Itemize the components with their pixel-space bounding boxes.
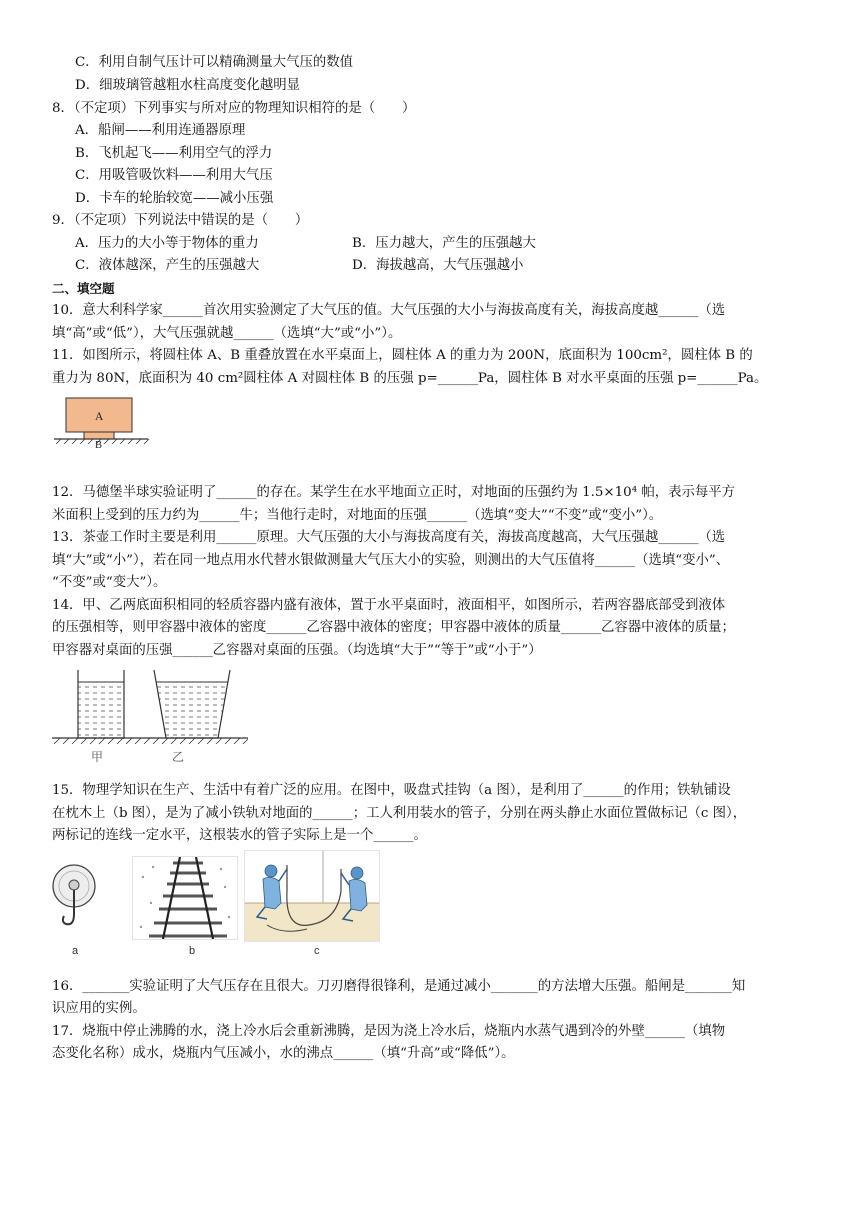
containers-figure [52,666,252,746]
workers-photo [244,850,380,942]
q15-line-3: 两标记的连线一定水平，这根装水的管子实际上是一个______。 [52,828,427,843]
q14-line-1: 14．甲、乙两底面积相同的轻质容器内盛有液体，置于水平桌面时，液面相平，如图所示，若两容器底部受到液体 [52,598,726,613]
q11-line-2: 重力为 80N，底面积为 40 cm²圆柱体 A 对圆柱体 B 的压强 p=______Pa，圆柱体 B 对水平桌面的压强 p=______Pa。 [52,371,768,386]
suction-hook-icon [50,864,102,934]
block-b-label: B [95,440,103,451]
q9-option-b: B．压力越大，产生的压强越大 [352,236,536,251]
q16-line-1: 16．_______实验证明了大气压存在且很大。刀刃磨得很锋利，是通过减小_______的方法增大压强。船闸是_______知 [52,979,746,994]
liquid-jia [78,682,124,738]
label-yi: 乙 [172,750,185,764]
q13-line-1: 13．茶壶工作时主要是利用______原理。大气压强的大小与海拔高度有关，海拔高度越高，大气压强越______（选 [52,530,726,545]
caption-b: b [189,945,196,957]
sleepers [149,863,227,936]
q17-line-1: 17．烧瓶中停止沸腾的水，浇上冷水后会重新沸腾，是因为浇上冷水后，烧瓶内水蒸气遇到冷的外壁______（填物 [52,1024,726,1039]
q9-option-c: C．液体越深，产生的压强越大 [75,258,260,273]
railway-photo [132,856,238,940]
q10-line-1: 10．意大利科学家______首次用实验测定了大气压的值。大气压强的大小与海拔高度有关，海拔高度越______（选 [52,303,726,318]
section-heading: 二、填空题 [52,281,115,296]
q7-option-c: C．利用自制气压计可以精确测量大气压的数值 [75,55,354,70]
caption-c: c [314,945,320,957]
q12-line-2: 米面积上受到的压力约为______牛；当他行走时，对地面的压强______（选填“变大”“不变”或“变小”）。 [52,508,663,523]
q13-line-3: “不变”或“变大”）。 [52,575,167,590]
workers-level-illustration [245,851,379,941]
q17-line-2: 态变化名称）成水，烧瓶内气压减小，水的沸点______（填“升高”或“降低”）。 [52,1046,515,1061]
q10-line-2: 填“高”或“低”），大气压强就越______（选填“大”或“小”）。 [52,326,402,341]
q8-option-c: C．用吸管吸饮料——利用大气压 [75,168,273,183]
q7-option-d: D．细玻璃管越粗水柱高度变化越明显 [75,78,300,93]
caption-a: a [72,945,79,957]
q9-stem: 9．（不定项）下列说法中错误的是（ ） [52,213,309,228]
q11-line-1: 11．如图所示，将圆柱体 A、B 重叠放置在水平桌面上，圆柱体 A 的重力为 200N，底面积为 100cm²，圆柱体 B 的 [52,348,753,363]
q8-stem: 8．（不定项）下列事实与所对应的物理知识相符的是（ ） [52,101,416,116]
q8-option-d: D．卡车的轮胎较宽——减小压强 [75,191,274,206]
q15-line-1: 15．物理学知识在生产、生活中有着广泛的应用。在图中，吸盘式挂钩（a 图），是利用了______的作用；铁轨铺设 [52,783,731,798]
label-jia: 甲 [91,750,104,764]
q15-line-2: 在枕木上（b 图），是为了减小铁轨对地面的______；工人利用装水的管子，分别在两头静止水面位置做标记（c 图）， [52,806,747,821]
q13-line-2: 填“大”或“小”），若在同一地点用水代替水银做测量大气压大小的实验，则测出的大气压值将______（选填“变小”、 [52,553,730,568]
railway-track-icon [133,857,237,939]
table-hatch [56,439,149,444]
q8-option-a: A．船闸——利用连通器原理 [75,123,246,138]
block-b [84,432,114,439]
table-hatch [54,738,248,744]
q14-line-3: 甲容器对桌面的压强______乙容器对桌面的压强。（均选填“大于”“等于”或“小于”） [52,643,542,658]
q16-line-2: 识应用的实例。 [52,1001,146,1016]
q14-line-2: 的压强相等，则甲容器中液体的密度______乙容器中液体的密度；甲容器中液体的质量______乙容器中液体的质量； [52,620,735,635]
q8-option-b: B．飞机起飞——利用空气的浮力 [75,146,273,161]
block-a-label: A [95,411,104,423]
q12-line-1: 12．马德堡半球实验证明了______的存在。某学生在水平地面立正时，对地面的压强约为 1.5×10⁴ 帕，表示每平方 [52,485,736,500]
liquid-yi [156,682,228,738]
q9-option-a: A．压力的大小等于物体的重力 [75,236,259,251]
q9-option-d: D．海拔越高，大气压强越小 [352,258,524,273]
